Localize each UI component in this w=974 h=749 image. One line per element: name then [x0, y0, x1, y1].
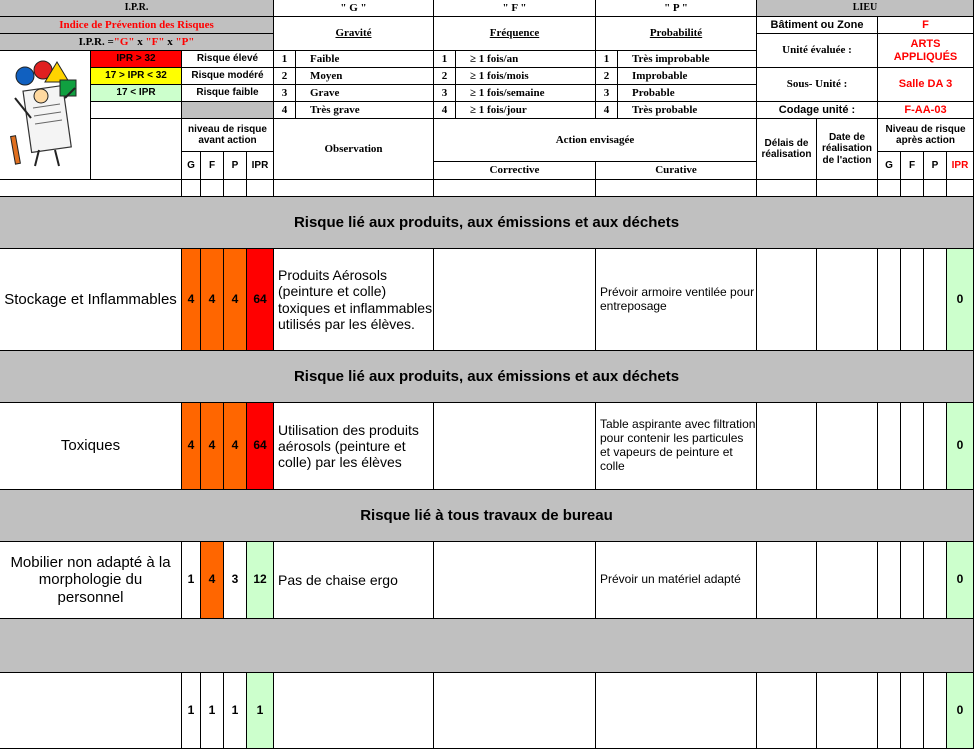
col-p-header: P [224, 152, 247, 180]
empty-cell [757, 673, 817, 749]
probabilite-num: 4 [596, 102, 618, 119]
empty-cell [901, 673, 924, 749]
score-p: 3 [224, 542, 247, 619]
frequence-num: 3 [434, 85, 456, 102]
risk-label: Stockage et Inflammables [0, 249, 182, 351]
col-ipr-header: IPR [247, 152, 274, 180]
formula-x2: x [164, 35, 176, 48]
frequence-subtitle: Fréquence [434, 17, 596, 51]
spacer-cell [947, 180, 974, 197]
risk-label-header [91, 119, 182, 180]
section-band [0, 619, 974, 673]
empty-cell [924, 403, 947, 490]
probabilite-label: Très improbable [618, 51, 757, 68]
after-col-f-header: F [901, 152, 924, 180]
score-p: 4 [224, 403, 247, 490]
gravite-num: 4 [274, 102, 296, 119]
legend-spacer [91, 102, 182, 119]
score-ipr: 1 [247, 673, 274, 749]
risk-label [0, 673, 182, 749]
gravite-title: " G " [274, 0, 434, 17]
probabilite-label: Improbable [618, 68, 757, 85]
unite-label: Unité évaluée : [757, 34, 878, 68]
empty-cell [901, 403, 924, 490]
frequence-label: ≥ 1 fois/jour [456, 102, 596, 119]
gravite-label: Faible [296, 51, 434, 68]
empty-cell [924, 542, 947, 619]
gravite-label: Grave [296, 85, 434, 102]
curative-header: Curative [596, 162, 757, 180]
empty-cell [817, 403, 878, 490]
spacer-cell [924, 180, 947, 197]
frequence-num: 2 [434, 68, 456, 85]
spacer-cell [0, 180, 182, 197]
observation-text [274, 673, 434, 749]
spacer-cell [901, 180, 924, 197]
action-header: Action envisagée [434, 119, 757, 162]
empty-cell [757, 542, 817, 619]
formula-p: "P" [175, 35, 195, 48]
gravite-subtitle: Gravité [274, 17, 434, 51]
col-g-header: G [182, 152, 201, 180]
spacer-cell [757, 180, 817, 197]
corrective-text [434, 249, 596, 351]
legend-range-low: 17 < IPR [91, 85, 182, 102]
curative-text [596, 673, 757, 749]
formula-f: "F" [145, 35, 165, 48]
delais-header: Délais de réalisation [757, 119, 817, 180]
spacer-cell [201, 180, 224, 197]
score-p: 4 [224, 249, 247, 351]
probabilite-label: Très probable [618, 102, 757, 119]
ipr-title: I.P.R. [0, 0, 274, 17]
gravite-label: Très grave [296, 102, 434, 119]
score-ipr: 12 [247, 542, 274, 619]
observation-text: Produits Aérosols (peinture et colle) toxiques et inflammables utilisés par les élèves. [274, 249, 434, 351]
legend-label-medium: Risque modéré [182, 68, 274, 85]
gravite-label: Moyen [296, 68, 434, 85]
safety-signs-icon [5, 58, 85, 173]
after-col-p-header: P [924, 152, 947, 180]
spacer-cell [182, 180, 201, 197]
empty-cell [817, 542, 878, 619]
safety-mascot-illustration [0, 51, 91, 180]
legend-label-low: Risque faible [182, 85, 274, 102]
observation-header: Observation [274, 119, 434, 180]
legend-range-high: IPR > 32 [91, 51, 182, 68]
after-col-ipr-header: IPR [947, 152, 974, 180]
sous-unite-value: Salle DA 3 [878, 68, 974, 102]
empty-cell [901, 249, 924, 351]
score-g: 4 [182, 403, 201, 490]
frequence-num: 4 [434, 102, 456, 119]
gravite-num: 3 [274, 85, 296, 102]
legend-spacer-gray [182, 102, 274, 119]
empty-cell [924, 673, 947, 749]
spacer-cell [817, 180, 878, 197]
probabilite-num: 3 [596, 85, 618, 102]
frequence-title: " F " [434, 0, 596, 17]
codage-value: F-AA-03 [878, 102, 974, 119]
probabilite-subtitle: Probabilité [596, 17, 757, 51]
date-header: Date de réalisation de l'action [817, 119, 878, 180]
spacer-cell [596, 180, 757, 197]
section-band: Risque lié aux produits, aux émissions et aux déchets [0, 351, 974, 403]
probabilite-num: 1 [596, 51, 618, 68]
empty-cell [924, 249, 947, 351]
empty-cell [757, 403, 817, 490]
section-band: Risque lié aux produits, aux émissions et aux déchets [0, 197, 974, 249]
section-band: Risque lié à tous travaux de bureau [0, 490, 974, 542]
score-ipr-after: 0 [947, 673, 974, 749]
score-f: 4 [201, 542, 224, 619]
ipr-index-title-text: Indice de Prévention des Risques [59, 18, 214, 31]
col-f-header: F [201, 152, 224, 180]
probabilite-num: 2 [596, 68, 618, 85]
empty-cell [757, 249, 817, 351]
frequence-label: ≥ 1 fois/mois [456, 68, 596, 85]
curative-text: Prévoir armoire ventilée pour entreposage [596, 249, 757, 351]
empty-cell [817, 249, 878, 351]
observation-text: Utilisation des produits aérosols (peinture et colle) par les élèves [274, 403, 434, 490]
spacer-cell [878, 180, 901, 197]
score-p: 1 [224, 673, 247, 749]
risk-label: Toxiques [0, 403, 182, 490]
score-f: 4 [201, 403, 224, 490]
gravite-num: 1 [274, 51, 296, 68]
spacer-cell [247, 180, 274, 197]
empty-cell [878, 673, 901, 749]
score-g: 4 [182, 249, 201, 351]
score-f: 4 [201, 249, 224, 351]
score-ipr: 64 [247, 403, 274, 490]
score-ipr-after: 0 [947, 403, 974, 490]
observation-text: Pas de chaise ergo [274, 542, 434, 619]
formula-prefix: I.P.R. = [78, 35, 114, 48]
lieu-title: LIEU [757, 0, 974, 17]
ipr-formula [0, 34, 274, 51]
spacer-cell [274, 180, 434, 197]
spacer-cell [224, 180, 247, 197]
empty-cell [878, 403, 901, 490]
codage-label: Codage unité : [757, 102, 878, 119]
gravite-num: 2 [274, 68, 296, 85]
batiment-value: F [878, 17, 974, 34]
corrective-header: Corrective [434, 162, 596, 180]
corrective-text [434, 542, 596, 619]
sous-unite-label: Sous- Unité : [757, 68, 878, 102]
curative-text: Prévoir un matériel adapté [596, 542, 757, 619]
frequence-label: ≥ 1 fois/semaine [456, 85, 596, 102]
spacer-cell [434, 180, 596, 197]
formula-g: "G" [113, 35, 135, 48]
frequence-label: ≥ 1 fois/an [456, 51, 596, 68]
probabilite-label: Probable [618, 85, 757, 102]
score-ipr-after: 0 [947, 542, 974, 619]
probabilite-title: " P " [596, 0, 757, 17]
empty-cell [878, 249, 901, 351]
ipr-index-title [0, 17, 274, 34]
niveau-apres-header: Niveau de risque après action [878, 119, 974, 152]
empty-cell [878, 542, 901, 619]
niveau-avant-header: niveau de risque avant action [182, 119, 274, 152]
score-ipr-after: 0 [947, 249, 974, 351]
corrective-text [434, 673, 596, 749]
legend-range-medium: 17 > IPR < 32 [91, 68, 182, 85]
empty-cell [901, 542, 924, 619]
curative-text: Table aspirante avec filtration pour contenir les particules et vapeurs de peinture et colle [596, 403, 757, 490]
score-g: 1 [182, 542, 201, 619]
after-col-g-header: G [878, 152, 901, 180]
batiment-label: Bâtiment ou Zone [757, 17, 878, 34]
formula-x1: x [134, 35, 146, 48]
empty-cell [817, 673, 878, 749]
frequence-num: 1 [434, 51, 456, 68]
corrective-text [434, 403, 596, 490]
score-ipr: 64 [247, 249, 274, 351]
score-g: 1 [182, 673, 201, 749]
unite-value: ARTS APPLIQUÉS [878, 34, 974, 68]
score-f: 1 [201, 673, 224, 749]
legend-label-high: Risque élevé [182, 51, 274, 68]
risk-label: Mobilier non adapté à la morphologie du personnel [0, 542, 182, 619]
